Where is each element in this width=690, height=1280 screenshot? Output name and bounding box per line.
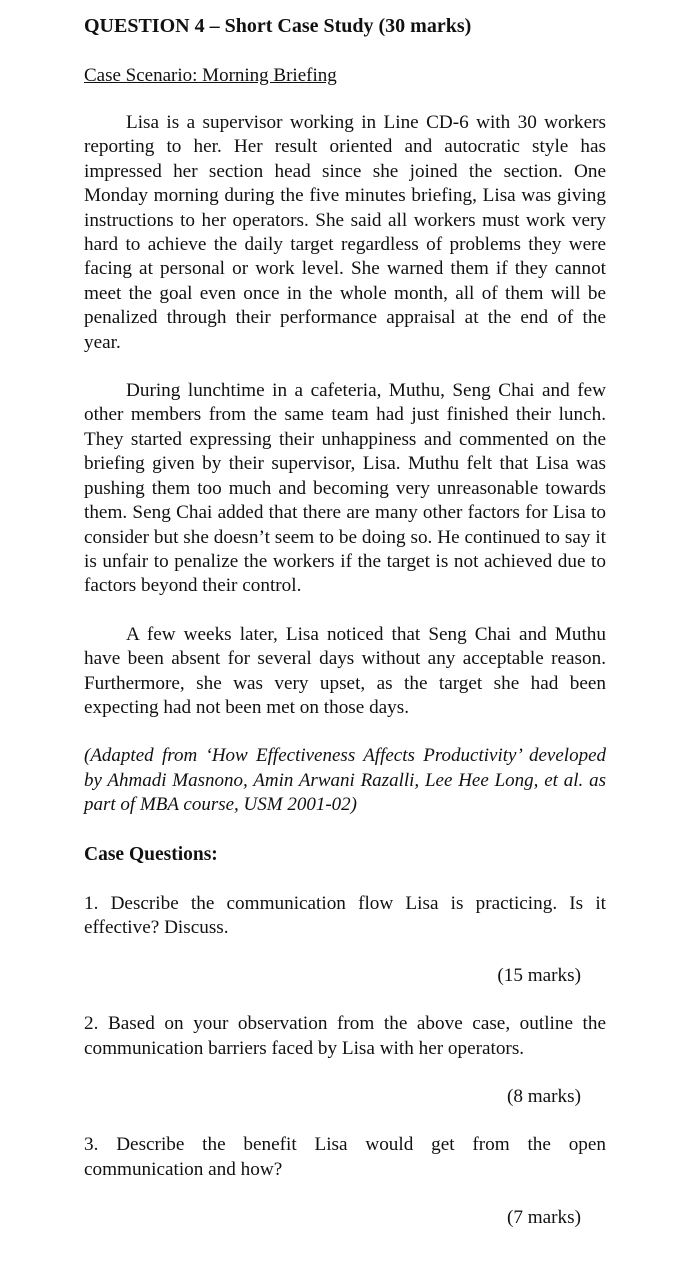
question-heading: QUESTION 4 – Short Case Study (30 marks) [84, 15, 472, 37]
scenario-paragraph-3: A few weeks later, Lisa noticed that Seng Chai and Muthu have been absent for several days without any acceptable reason. Furthermore, she was very upset, as the target she had been expecting had not been met on those days. [84, 623, 606, 718]
case-question-2: 2. Based on your observation from the above case, outline the communication barriers faced by Lisa with her operators. [84, 1013, 606, 1059]
document-page [84, 14, 606, 1230]
case-questions-heading: Case Questions: [84, 843, 218, 865]
question-3-marks: (7 marks) [506, 1207, 581, 1228]
scenario-paragraph-1: Lisa is a supervisor working in Line CD-6 with 30 workers reporting to her. Her result oriented and autocratic style has impressed her section head since she joined the section. One Monday morning during the five minutes briefing, Lisa was giving instructions to her operators. She said all workers must work very hard to achieve the daily target regardless of problems they were facing at personal or work level. She warned them if they cannot meet the goal even once in the whole month, all of them will be penalized through their performance appraisal at the end of the year. [84, 112, 606, 353]
case-question-1: 1. Describe the communication flow Lisa is practicing. Is it effective? Discuss. [84, 892, 606, 938]
question-1-marks: (15 marks) [497, 965, 581, 987]
case-question-3: 3. Describe the benefit Lisa would get from the open communication and how? [84, 1134, 606, 1180]
scenario-paragraph-2: During lunchtime in a cafeteria, Muthu, Seng Chai and few other members from the same team had just finished their lunch. They started expressing their unhappiness and commented on the briefing given by their supervisor, Lisa. Muthu felt that Lisa was pushing them too much and becoming very unreasonable towards them. Seng Chai added that there are many other factors for Lisa to consider but she doesn’t seem to be doing so. He continued to say it is unfair to penalize the workers if the target is not achieved due to factors beyond their control. [84, 380, 606, 597]
source-citation: (Adapted from ‘How Effectiveness Affects Productivity’ developed by Ahmadi Masnono, Amin Arwani Razalli, Lee Hee Long, et al. as part of MBA course, USM 2001-02) [84, 745, 606, 816]
case-scenario-title: Case Scenario: Morning Briefing [84, 65, 337, 86]
question-2-marks: (8 marks) [506, 1086, 581, 1108]
